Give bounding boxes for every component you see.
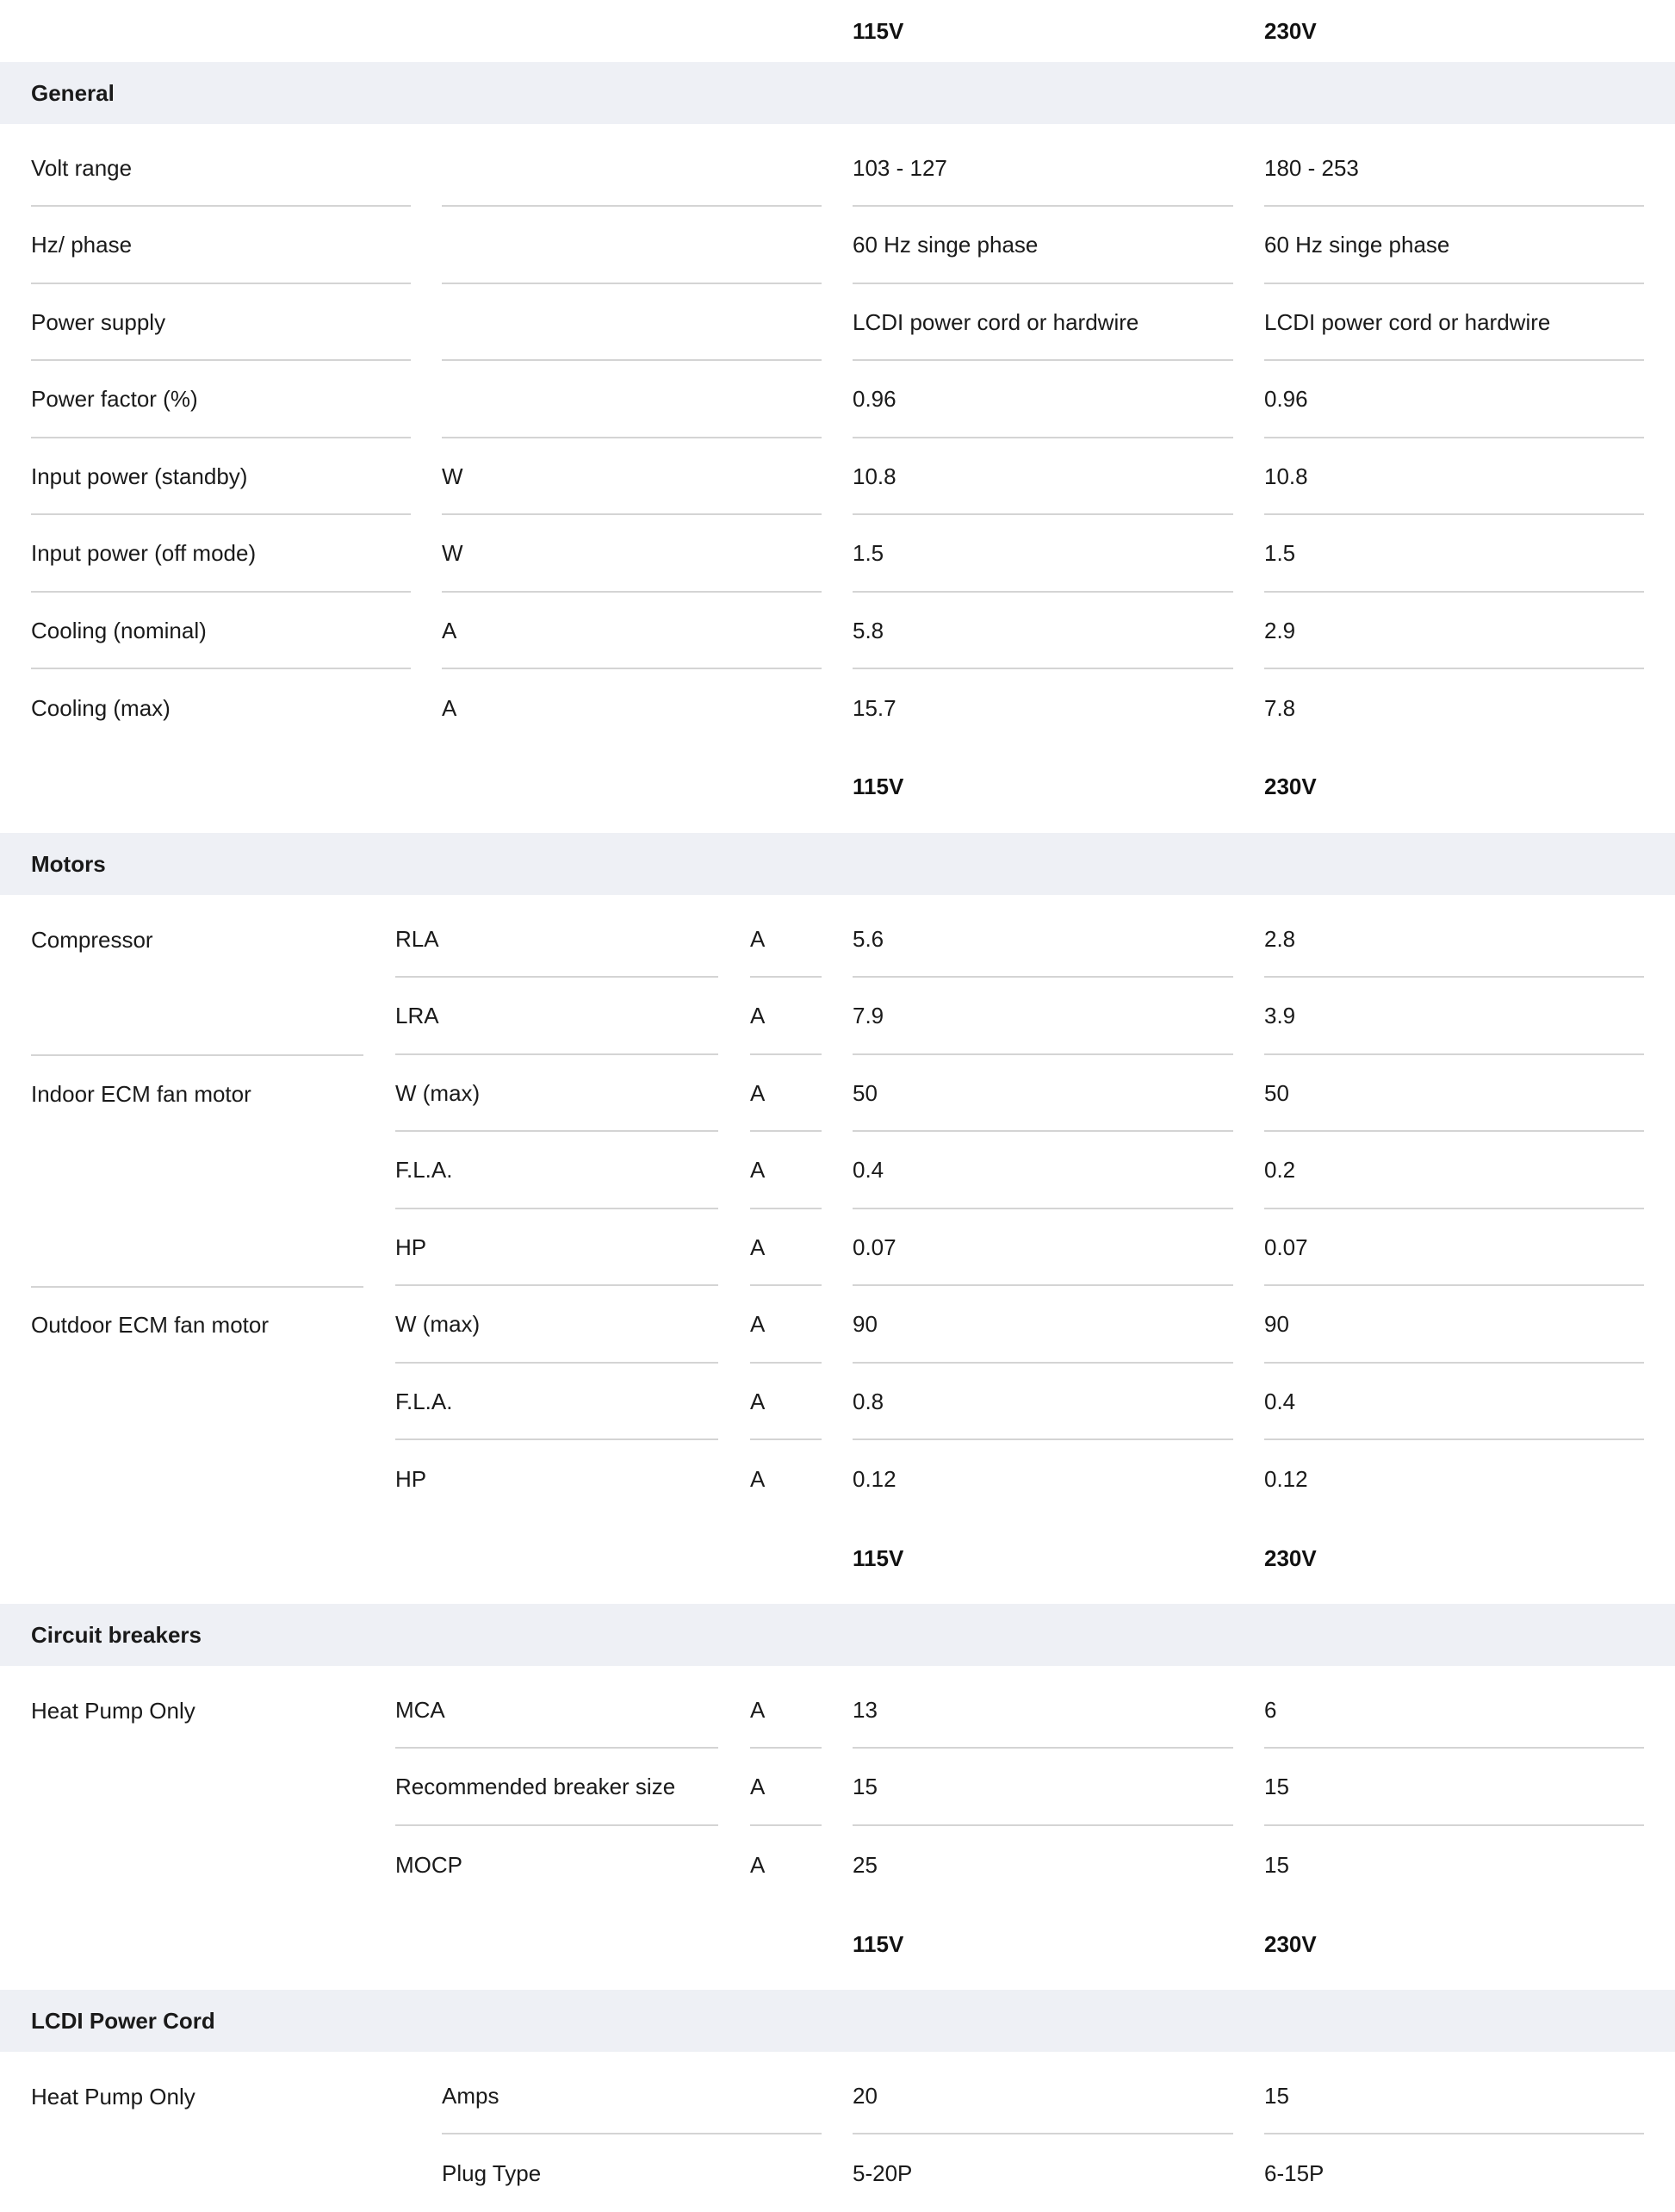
motor-group-label: Compressor [31, 926, 153, 953]
value-230v: 0.07 [1264, 1210, 1644, 1286]
value-115v: 5-20P [853, 2160, 913, 2186]
value-115v: 0.4 [853, 1134, 1233, 1209]
value-230v: 0.4 [1264, 1364, 1644, 1440]
unit-cell: A [442, 593, 822, 669]
group-divider [31, 1054, 363, 1056]
unit-cell: A [750, 1134, 822, 1209]
value-115v: 13 [853, 1673, 1233, 1749]
section-circuit-breakers [0, 1604, 1675, 1666]
voltage-header-230v: 230V [1264, 1931, 1317, 1957]
value-230v: 10.8 [1264, 439, 1644, 515]
unit-cell: A [442, 695, 457, 721]
value-230v: 3.9 [1264, 979, 1644, 1055]
motor-sub-label: HP [395, 1466, 427, 1492]
spec-label: Input power (off mode) [31, 517, 411, 593]
unit-cell [442, 285, 822, 361]
section-title: Circuit breakers [31, 1622, 202, 1648]
group-divider [31, 1286, 363, 1288]
unit-cell [442, 131, 822, 207]
motor-sub-label: W (max) [395, 1056, 718, 1132]
value-230v: 0.96 [1264, 363, 1644, 438]
lcdi-sub-label: Plug Type [442, 2160, 542, 2186]
unit-cell: A [750, 1056, 822, 1132]
value-230v: 50 [1264, 1056, 1644, 1132]
breaker-sub-label: Recommended breaker size [395, 1750, 718, 1826]
breaker-group-label: Heat Pump Only [31, 1697, 195, 1724]
section-title: General [31, 80, 115, 106]
unit-cell: A [750, 979, 822, 1055]
value-230v: 15 [1264, 1750, 1644, 1826]
value-230v: 0.12 [1264, 1466, 1308, 1492]
voltage-header-115v: 115V [853, 1931, 904, 1957]
motor-group-label: Indoor ECM fan motor [31, 1080, 251, 1107]
motor-sub-label: LRA [395, 979, 718, 1055]
value-115v: 50 [853, 1056, 1233, 1132]
value-230v: 15 [1264, 2059, 1644, 2134]
unit-cell: W [442, 439, 822, 515]
spec-label: Input power (standby) [31, 439, 411, 515]
value-115v: 0.8 [853, 1364, 1233, 1440]
voltage-header-230v: 230V [1264, 774, 1317, 799]
unit-cell: A [750, 902, 822, 978]
unit-cell: A [750, 1673, 822, 1749]
value-230v: 6 [1264, 1673, 1644, 1749]
spec-label: Power factor (%) [31, 363, 411, 438]
unit-cell: A [750, 1851, 766, 1878]
section-lcdi-power-cord [0, 1990, 1675, 2052]
spec-label: Hz/ phase [31, 208, 411, 284]
section-motors [0, 833, 1675, 895]
voltage-header-115v: 115V [853, 18, 904, 44]
spec-label: Volt range [31, 131, 411, 207]
value-115v: 0.96 [853, 363, 1233, 438]
unit-cell: A [750, 1364, 822, 1440]
value-115v: 1.5 [853, 517, 1233, 593]
unit-cell: A [750, 1288, 822, 1364]
voltage-header-115v: 115V [853, 1545, 904, 1571]
unit-cell [442, 363, 822, 438]
value-115v: 7.9 [853, 979, 1233, 1055]
value-230v: 2.8 [1264, 902, 1644, 978]
voltage-header-230v: 230V [1264, 1545, 1317, 1571]
value-115v: LCDI power cord or hardwire [853, 285, 1233, 361]
unit-cell: A [750, 1210, 822, 1286]
lcdi-sub-label: Amps [442, 2059, 822, 2134]
section-general [0, 62, 1675, 124]
spec-label: Cooling (nominal) [31, 593, 411, 669]
value-115v: 5.8 [853, 593, 1233, 669]
value-230v: 180 - 253 [1264, 131, 1644, 207]
value-115v: 90 [853, 1288, 1233, 1364]
value-115v: 0.12 [853, 1466, 896, 1492]
unit-cell: A [750, 1750, 822, 1826]
motor-sub-label: F.L.A. [395, 1134, 718, 1209]
value-115v: 25 [853, 1851, 878, 1878]
value-230v: 2.9 [1264, 593, 1644, 669]
motor-group-label: Outdoor ECM fan motor [31, 1312, 269, 1338]
unit-cell: A [750, 1466, 766, 1492]
value-230v: 6-15P [1264, 2160, 1324, 2186]
value-230v: 7.8 [1264, 695, 1296, 721]
voltage-header-230v: 230V [1264, 18, 1317, 44]
value-115v: 0.07 [853, 1210, 1233, 1286]
value-230v: 60 Hz singe phase [1264, 208, 1644, 284]
value-230v: 90 [1264, 1288, 1644, 1364]
spec-label: Cooling (max) [31, 695, 171, 721]
value-115v: 5.6 [853, 902, 1233, 978]
motor-sub-label: HP [395, 1210, 718, 1286]
value-115v: 20 [853, 2059, 1233, 2134]
breaker-sub-label: MOCP [395, 1851, 462, 1878]
spec-label: Power supply [31, 285, 411, 361]
value-115v: 103 - 127 [853, 131, 1233, 207]
value-230v: 0.2 [1264, 1134, 1644, 1209]
voltage-header-115v: 115V [853, 774, 904, 799]
value-115v: 10.8 [853, 439, 1233, 515]
value-230v: 15 [1264, 1851, 1289, 1878]
unit-cell [442, 208, 822, 284]
breaker-sub-label: MCA [395, 1673, 718, 1749]
section-title: Motors [31, 851, 106, 877]
motor-sub-label: F.L.A. [395, 1364, 718, 1440]
value-115v: 15.7 [853, 695, 896, 721]
value-115v: 60 Hz singe phase [853, 208, 1233, 284]
unit-cell: W [442, 517, 822, 593]
motor-sub-label: RLA [395, 902, 718, 978]
section-title: LCDI Power Cord [31, 2008, 215, 2034]
motor-sub-label: W (max) [395, 1288, 718, 1364]
lcdi-group-label: Heat Pump Only [31, 2083, 195, 2109]
value-230v: 1.5 [1264, 517, 1644, 593]
value-115v: 15 [853, 1750, 1233, 1826]
value-230v: LCDI power cord or hardwire [1264, 285, 1644, 361]
